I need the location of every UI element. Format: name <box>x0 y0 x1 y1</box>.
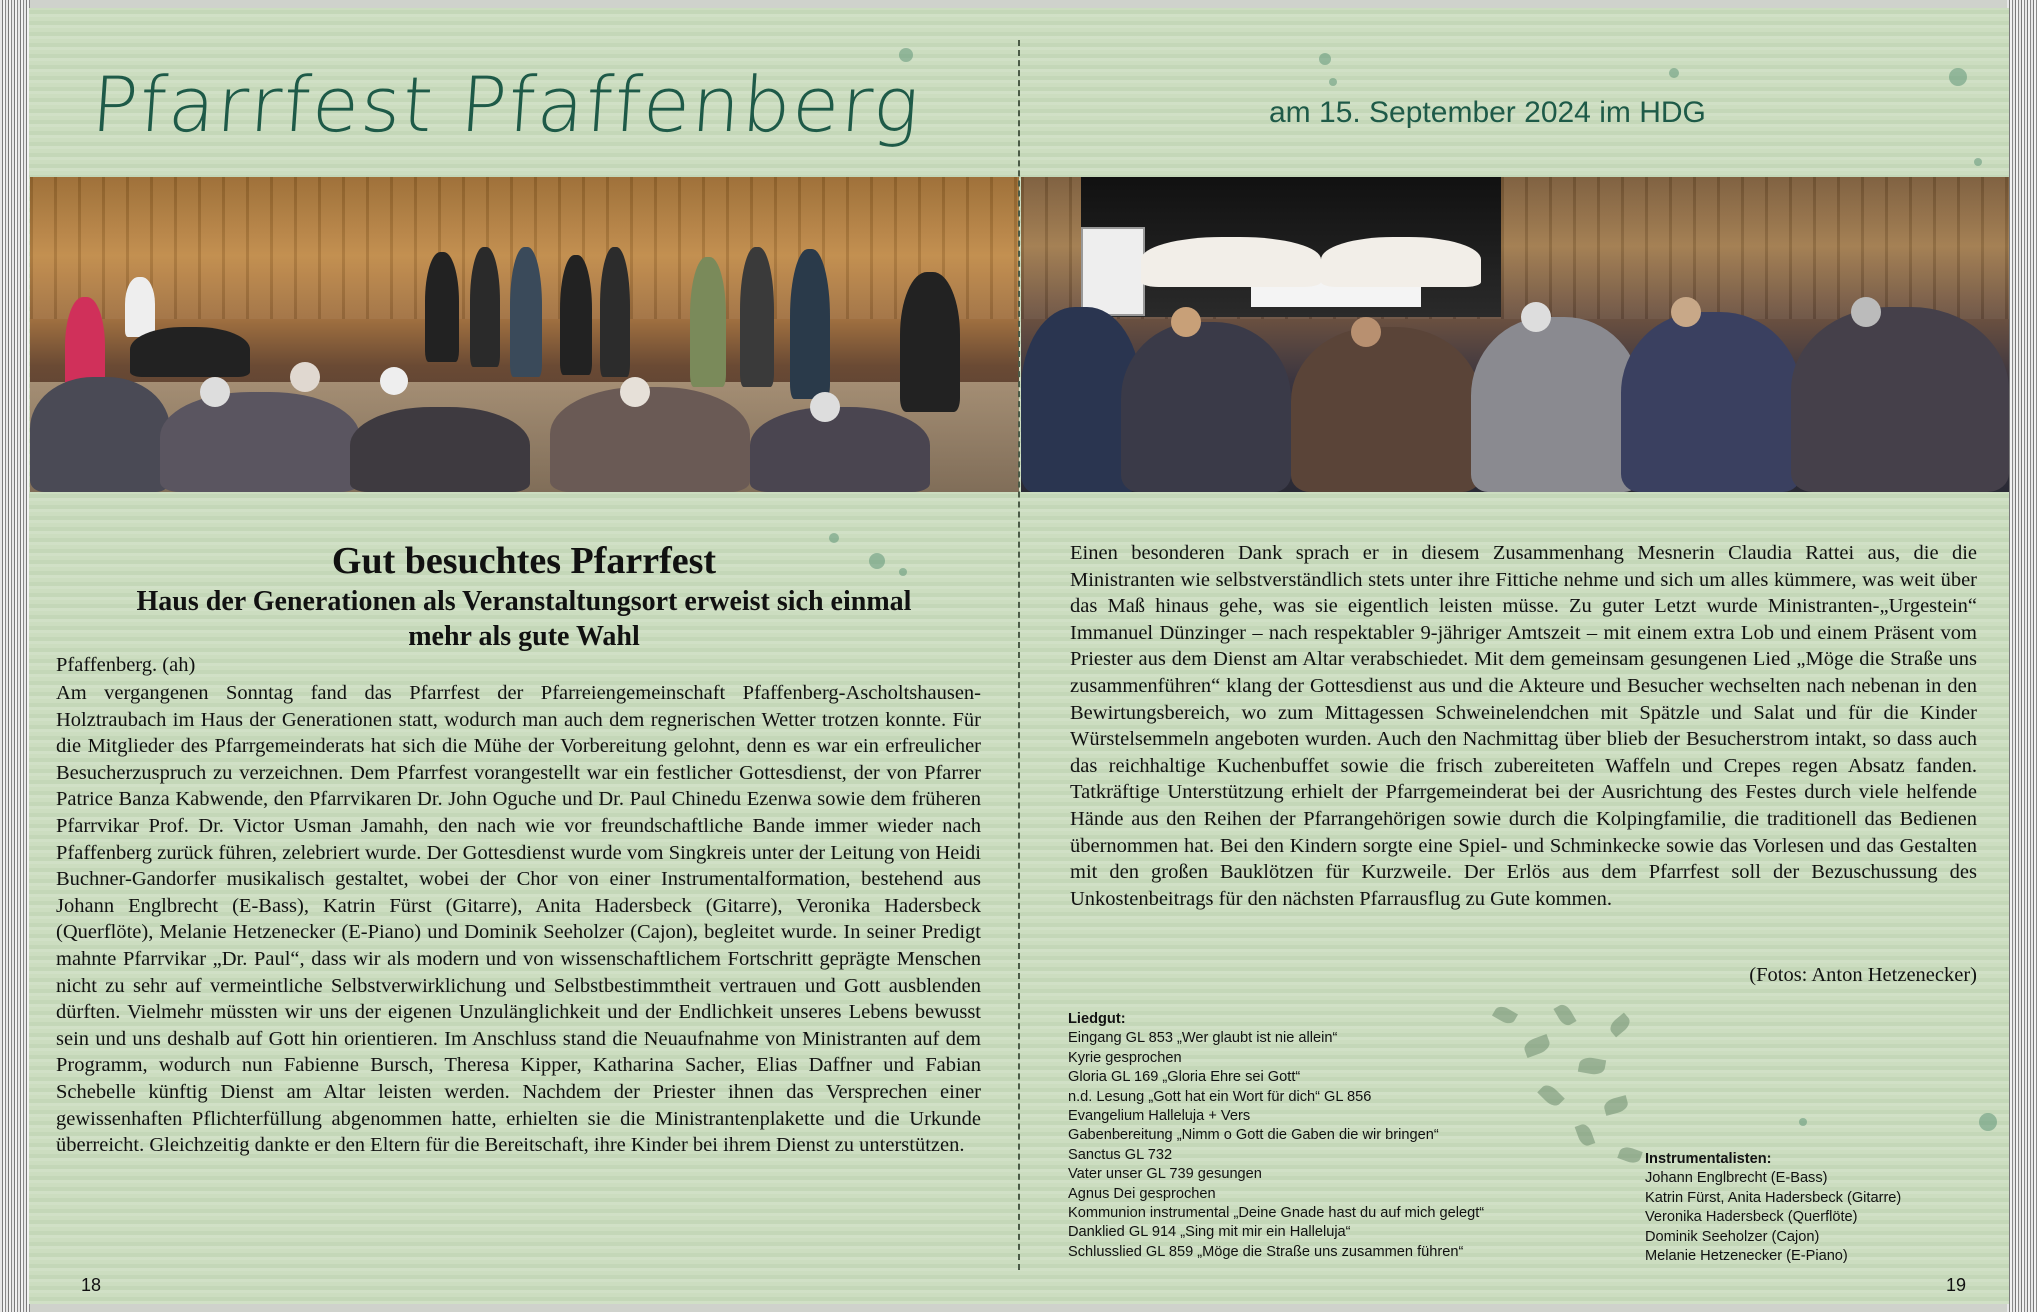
person-figure <box>560 255 592 375</box>
person-head <box>290 362 320 392</box>
eucalyptus-leaf-decoration <box>1575 1122 1596 1147</box>
instrumentalist-line: Dominik Seeholzer (Cajon) <box>1645 1228 1820 1245</box>
eucalyptus-leaf-decoration <box>1617 1145 1642 1166</box>
paint-splatter <box>1979 1113 1997 1131</box>
audience-group <box>550 387 750 492</box>
article-headline-block <box>29 539 1019 653</box>
liedgut-line: Vater unser GL 739 gesungen <box>1068 1166 1262 1183</box>
person-head <box>1171 307 1201 337</box>
instrumentalist-line: Veronika Hadersbeck (Querflöte) <box>1645 1209 1858 1226</box>
ministrants-group <box>1321 237 1481 287</box>
audience-group <box>1621 312 1801 492</box>
paint-splatter <box>1669 68 1679 78</box>
audience-group <box>30 377 170 492</box>
audience-group <box>160 392 360 492</box>
photo-church-service <box>1021 177 2009 492</box>
article-body-left: Am vergangenen Sonntag fand das Pfarrfest der Pfarreiengemeinschaft Pfaffenberg-Ascholtshausen-Holztraubach im Haus der Generationen statt, wodurch man auch dem regnerischen Wetter trotzen konnte. Für die Mitglieder des Pfarrgemeinderats hat sich die Mühe der Vorbereitung gelohnt, denn es war ein erfreulicher Besucherzuspruch zu verzeichnen. Dem Pfarrfest vorangestellt war ein festlicher Gottesdienst, der von Pfarrer Patrice Banza Kabwende, den Pfarrvikaren Dr. John Oguche und Dr. Paul Chinedu Ezenwa sowie dem früheren Pfarrvikar Prof. Dr. Victor Usman Jamahh, den nach wie vor freundschaftliche Bande immer wieder nach Pfaffenberg zurück führen, zelebriert wurde. Der Gottesdienst wurde vom Singkreis unter der Leitung von Heidi Buchner-Gandorfer musikalisch gestaltet, wobei der Chor von einer Instrumentalformation, bestehend aus Johann Englbrecht (E-Bass), Katrin Fürst (Gitarre), Anita Hadersbeck (Gitarre), Veronika Hadersbeck (Querflöte), Melanie Hetzenecker (E-Piano) und Dominik Seeholzer (Cajon), begleitet wurde. In seiner Predigt mahnte Pfarrvikar „Dr. Paul“, dass wir als modern und von wissenschaftlichem Fortschritt geprägte Menschen nicht zu sehr auf vermeintliche Selbstverwirklichung und Selbstbestimmtheit vertrauen und Gott ausblenden dürften. Vielmehr müssten wir uns der eigenen Unzulänglichkeit und der Endlichkeit unseres Lebens bewusst sein und uns deshalb auf Gott hin orientieren. Im Anschluss stand die Neuaufnahme von Ministranten auf dem Programm, wodurch nun Fabienne Bursch, Theresa Kipper, Katharina Sacher, Elias Daffner und Fabian Schebelle künftig Dienst am Altar leisten werden. Nachdem der Priester ihnen das Versprechen einer gewissenhaften Pflichterfüllung abgenommen hatte, erhielten sie die Ministrantenplakette und die Urkunde überreicht. Gleichzeitig dankte er den Eltern für die Bereitschaft, ihre Kinder bei ihrem Dienst zu unterstützen. <box>56 682 981 1157</box>
instrumentalist-line: Melanie Hetzenecker (E-Piano) <box>1645 1248 1848 1265</box>
liedgut-line: Evangelium Halleluja + Vers <box>1068 1108 1251 1125</box>
person-figure <box>790 249 830 399</box>
liedgut-list <box>1068 1010 1484 1262</box>
audience-group <box>1121 322 1291 492</box>
audience-group <box>1471 317 1641 492</box>
photo-credit: (Fotos: Anton Hetzenecker) <box>1749 964 1977 986</box>
eucalyptus-leaf-decoration <box>1553 1002 1576 1028</box>
person-figure <box>510 247 542 377</box>
liedgut-line: Danklied GL 914 „Sing mit mir ein Halleluja“ <box>1068 1224 1351 1241</box>
person-figure <box>740 247 774 387</box>
event-date: am 15. September 2024 im HDG <box>1269 96 1706 129</box>
instrumentalist-line: Johann Englbrecht (E-Bass) <box>1645 1170 1828 1187</box>
article-headline: Gut besuchtes Pfarrfest <box>331 540 717 582</box>
paint-splatter <box>1329 78 1337 86</box>
audience-group <box>750 407 930 492</box>
liedgut-line: Gloria GL 169 „Gloria Ehre sei Gott“ <box>1068 1069 1301 1086</box>
page-number-right: 19 <box>1946 1275 1967 1295</box>
liedgut-line: Schlusslied GL 859 „Möge die Straße uns zusammen führen“ <box>1068 1243 1464 1260</box>
eucalyptus-leaf-decoration <box>1607 1013 1633 1038</box>
paint-splatter <box>1799 1118 1807 1126</box>
paint-splatter <box>1949 68 1967 86</box>
person-figure <box>125 277 155 337</box>
photo-display-board <box>1081 227 1145 316</box>
article-subheadline-line-2: mehr als gute Wahl <box>408 621 640 652</box>
person-figure <box>600 247 630 377</box>
person-head <box>200 377 230 407</box>
instrumentalist-line: Katrin Fürst, Anita Hadersbeck (Gitarre) <box>1645 1189 1902 1206</box>
eucalyptus-leaf-decoration <box>1522 1034 1552 1058</box>
person-figure <box>900 272 960 412</box>
person-head <box>1671 297 1701 327</box>
liedgut-line: n.d. Lesung „Gott hat ein Wort für dich“ GL 856 <box>1068 1088 1372 1105</box>
eucalyptus-leaf-decoration <box>1602 1095 1629 1116</box>
liedgut-heading: Liedgut: <box>1068 1011 1126 1027</box>
person-head <box>1851 297 1881 327</box>
paint-splatter <box>1974 158 1982 166</box>
keyboard-instrument <box>130 327 250 377</box>
person-figure <box>470 247 500 367</box>
liedgut-line: Kommunion instrumental „Deine Gnade hast du auf mich gelegt“ <box>1068 1205 1485 1222</box>
person-head <box>1521 302 1551 332</box>
liedgut-line: Eingang GL 853 „Wer glaubt ist nie allein“ <box>1068 1030 1338 1047</box>
page-right <box>1019 8 2009 1304</box>
liedgut-line: Gabenbereitung „Nimm o Gott die Gaben die wir bringen“ <box>1068 1127 1439 1144</box>
person-head <box>1351 317 1381 347</box>
ministrants-group <box>1141 237 1321 287</box>
instrumentalisten-heading: Instrumentalisten: <box>1645 1151 1772 1167</box>
person-figure <box>425 252 459 362</box>
liedgut-line: Kyrie gesprochen <box>1068 1049 1182 1066</box>
liedgut-line: Agnus Dei gesprochen <box>1068 1185 1216 1202</box>
center-fold-line <box>1018 40 1020 1270</box>
person-head <box>620 377 650 407</box>
page-number-left: 18 <box>81 1275 102 1295</box>
eucalyptus-leaf-decoration <box>1537 1082 1565 1110</box>
eucalyptus-leaf-decoration <box>1578 1056 1606 1076</box>
paint-splatter <box>1319 53 1331 65</box>
page-left <box>29 8 1019 1304</box>
article-dateline: Pfaffenberg. (ah) <box>56 654 196 676</box>
person-head <box>810 392 840 422</box>
photo-choir <box>30 177 1019 492</box>
eucalyptus-leaf-decoration <box>1492 1003 1518 1026</box>
audience-group <box>1291 327 1481 492</box>
person-figure <box>690 257 726 387</box>
audience-group <box>350 407 530 492</box>
page-edge-right <box>2007 0 2037 1312</box>
article-subheadline-line-1: Haus der Generationen als Veranstaltungsort erweist sich einmal <box>136 586 912 617</box>
page-title: Pfarrfest Pfaffenberg <box>88 60 924 149</box>
instrumentalisten-list <box>1645 1150 1901 1266</box>
article-body-right: Einen besonderen Dank sprach er in diesem Zusammenhang Mesnerin Claudia Rattei aus, die die Ministranten wie selbstverständlich stets unter ihre Fittiche nehme und sich um alles kümmere, was weit über das Maß hinaus gehe, was sie eigentlich leisten müsse. Zu guter Letzt wurde Ministranten-„Urgestein“ Immanuel Dünzinger – nach respektabler 9-jähriger Amtszeit – mit einem extra Lob und einem Präsent vom Priester aus dem Dienst am Altar verabschiedet. Mit dem gemeinsam gesungenen Lied „Möge die Straße uns zusammenführen“ klang der Gottesdienst aus und die Akteure und Besucher wechselten nach nebenan in den Bewirtungsbereich, wo zum Mittagessen Schweinelendchen mit Spätzle und Salat und für die Kinder Würstelsemmeln angeboten wurden. Auch den Nachmittag über blieb der Besucherstrom intakt, so dass auch das reichhaltige Kuchenbuffet sowie die frisch zubereiteten Waffeln und Crepes regen Absatz fanden. Tatkräftige Unterstützung erhielt der Pfarrgemeinderat bei der Ausrichtung des Festes durch viele helfende Hände aus den Reihen der Pfarrangehörigen sowie durch die Kolpingfamilie, die traditionell das Bedienen übernommen hat. Bei den Kindern sorgte eine Spiel- und Schminkecke sowie das Vorlesen und das Gestalten mit den großen Bauklötzen für Kurzweile. Der Erlös aus dem Pfarrfest soll der Bezuschussung des Unkostenbeitrags für den nächsten Pfarrausflug zu Gute kommen. <box>1070 542 1977 910</box>
liedgut-line: Sanctus GL 732 <box>1068 1146 1173 1163</box>
person-head <box>380 367 408 395</box>
page-edge-left <box>0 0 30 1312</box>
audience-group <box>1791 307 2009 492</box>
